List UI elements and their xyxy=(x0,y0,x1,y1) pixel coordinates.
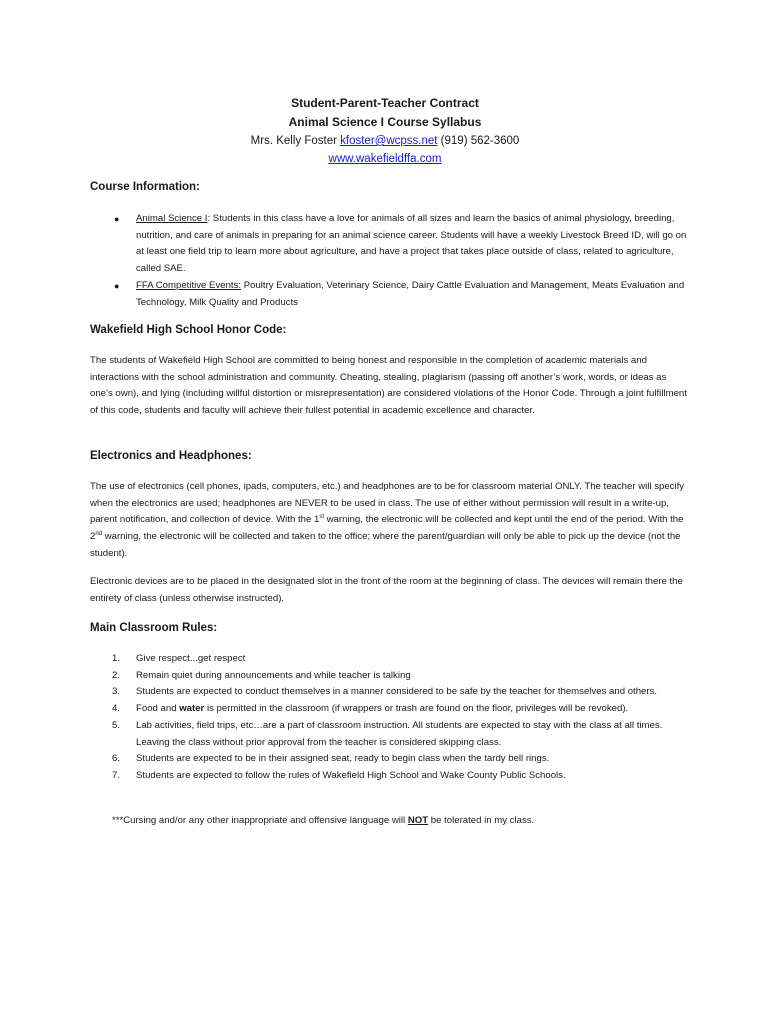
classroom-rules-list xyxy=(90,651,690,785)
ffa-events-label: FFA Competitive Events: xyxy=(136,279,242,291)
label-separator: : xyxy=(207,213,211,224)
ordinal-suffix: nd xyxy=(95,531,103,538)
course-info-heading: Course Information: xyxy=(90,181,200,193)
list-item xyxy=(90,684,690,701)
electronics-text-b: warning, the electronic will be collected and kept until the end of the period. With the 2 xyxy=(90,514,684,543)
teacher-name: Mrs. Kelly Foster xyxy=(250,135,337,147)
list-item xyxy=(90,768,690,785)
note-text: be tolerated in my class. xyxy=(428,815,535,826)
electronics-heading: Electronics and Headphones: xyxy=(90,450,252,462)
document-subtitle: Animal Science I Course Syllabus xyxy=(288,115,482,129)
honor-code-text: The students of Wakefield High School are committed to being honest and responsible in the completion of academic materials and interactions with the school administration and community. Cheating, stealing, plagiarism (passing off another’s work, words, or ideas as one’s own), and lying (including willful distortion or misrepresentation) are considered violations of the Honor Code. Through a joint fulfillment of this code, students and faculty will achieve their fullest potential in academic excellence and character. xyxy=(90,355,687,417)
rule-number: 7. xyxy=(112,769,121,781)
rule-text: Give respect...get respect xyxy=(136,653,246,664)
electronics-text-c: warning, the electronic will be collected and taken to the office; where the parent/guardian will only be able to pick up the device (not the student). xyxy=(90,531,681,559)
list-item xyxy=(90,668,690,685)
course-name: Animal Science I xyxy=(136,213,208,224)
rule-text: Remain quiet during announcements and while teacher is talking xyxy=(136,669,411,681)
bullet-marker: ● xyxy=(114,280,120,291)
ffa-events-list: Poultry Evaluation, Veterinary Science, Dairy Cattle Evaluation and Management, Meats Evaluation and Technology, Milk Quality and Products xyxy=(136,279,685,308)
website-link[interactable]: www.wakefieldffa.com xyxy=(328,153,442,165)
list-item xyxy=(90,718,690,751)
bullet-marker: ● xyxy=(114,214,120,224)
ordinal-suffix: st xyxy=(319,514,324,521)
rule-number: 3. xyxy=(112,686,121,698)
course-description: Students in this class have a love for animals of all sizes and learn the basics of animal physiology, breeding, nutrition, and care of animals in preparing for an animal science career. Students will have a weekly Livestock Breed ID, will go on at least one field trip to learn more about agriculture, and have a project that takes place outside of class, related to agriculture, called SAE. xyxy=(136,213,687,275)
teacher-contact-line xyxy=(0,132,770,150)
list-item xyxy=(90,751,690,768)
phone-number: (919) 562-3600 xyxy=(440,135,520,147)
electronics-text-a: The use of electronics (cell phones, ipads, computers, etc.) and headphones are to be for classroom material ONLY. The teacher will specify when the electronics are used; headphones are NEVER to be used in class. The use of either without permission will result in a write-up, parent notification, and collection of device. With the 1 xyxy=(90,481,685,526)
email-link[interactable]: kfoster@wcpss.net xyxy=(340,135,438,147)
list-item xyxy=(90,701,690,718)
honor-code-heading: Wakefield High School Honor Code: xyxy=(90,324,287,336)
rule-number: 5. xyxy=(112,719,121,731)
rule-text: Lab activities, field trips, etc…are a part of classroom instruction. All students are expected to stay with the class at all times. Leaving the class without prior approval from the teacher is considered skipping class. xyxy=(136,719,663,748)
rule-text: Food and xyxy=(136,703,180,715)
rule-text: Students are expected to conduct themselves in a manner considered to be safe by the teacher for themselves and others. xyxy=(136,686,658,698)
note-emphasis: NOT xyxy=(407,815,429,826)
language-policy-note xyxy=(112,813,692,830)
document-header xyxy=(0,94,770,168)
rule-emphasis: water xyxy=(179,703,205,715)
document-title: Student-Parent-Teacher Contract xyxy=(291,96,479,110)
rule-text: is permitted in the classroom (if wrappers or trash are found on the floor, privileges will be revoked). xyxy=(204,703,629,715)
course-info-list xyxy=(90,211,690,311)
rule-number: 6. xyxy=(112,753,121,765)
electronics-paragraph-1 xyxy=(90,479,690,563)
list-item xyxy=(90,211,690,278)
list-item xyxy=(90,278,690,311)
rule-text: Students are expected to be in their assigned seat, ready to begin class when the tardy bell rings. xyxy=(136,753,550,765)
rule-number: 4. xyxy=(112,703,121,715)
rules-heading: Main Classroom Rules: xyxy=(90,622,218,634)
list-item xyxy=(90,651,690,668)
rule-number: 2. xyxy=(112,669,121,681)
note-text: ***Cursing and/or any other inappropriate and offensive language will xyxy=(112,815,408,826)
rule-text: Students are expected to follow the rules of Wakefield High School and Wake County Public Schools. xyxy=(136,769,566,781)
electronics-paragraph-2: Electronic devices are to be placed in the designated slot in the front of the room at the beginning of class. The devices will remain there the entirety of class (unless otherwise instructed). xyxy=(90,576,683,604)
rule-number: 1. xyxy=(112,653,121,664)
